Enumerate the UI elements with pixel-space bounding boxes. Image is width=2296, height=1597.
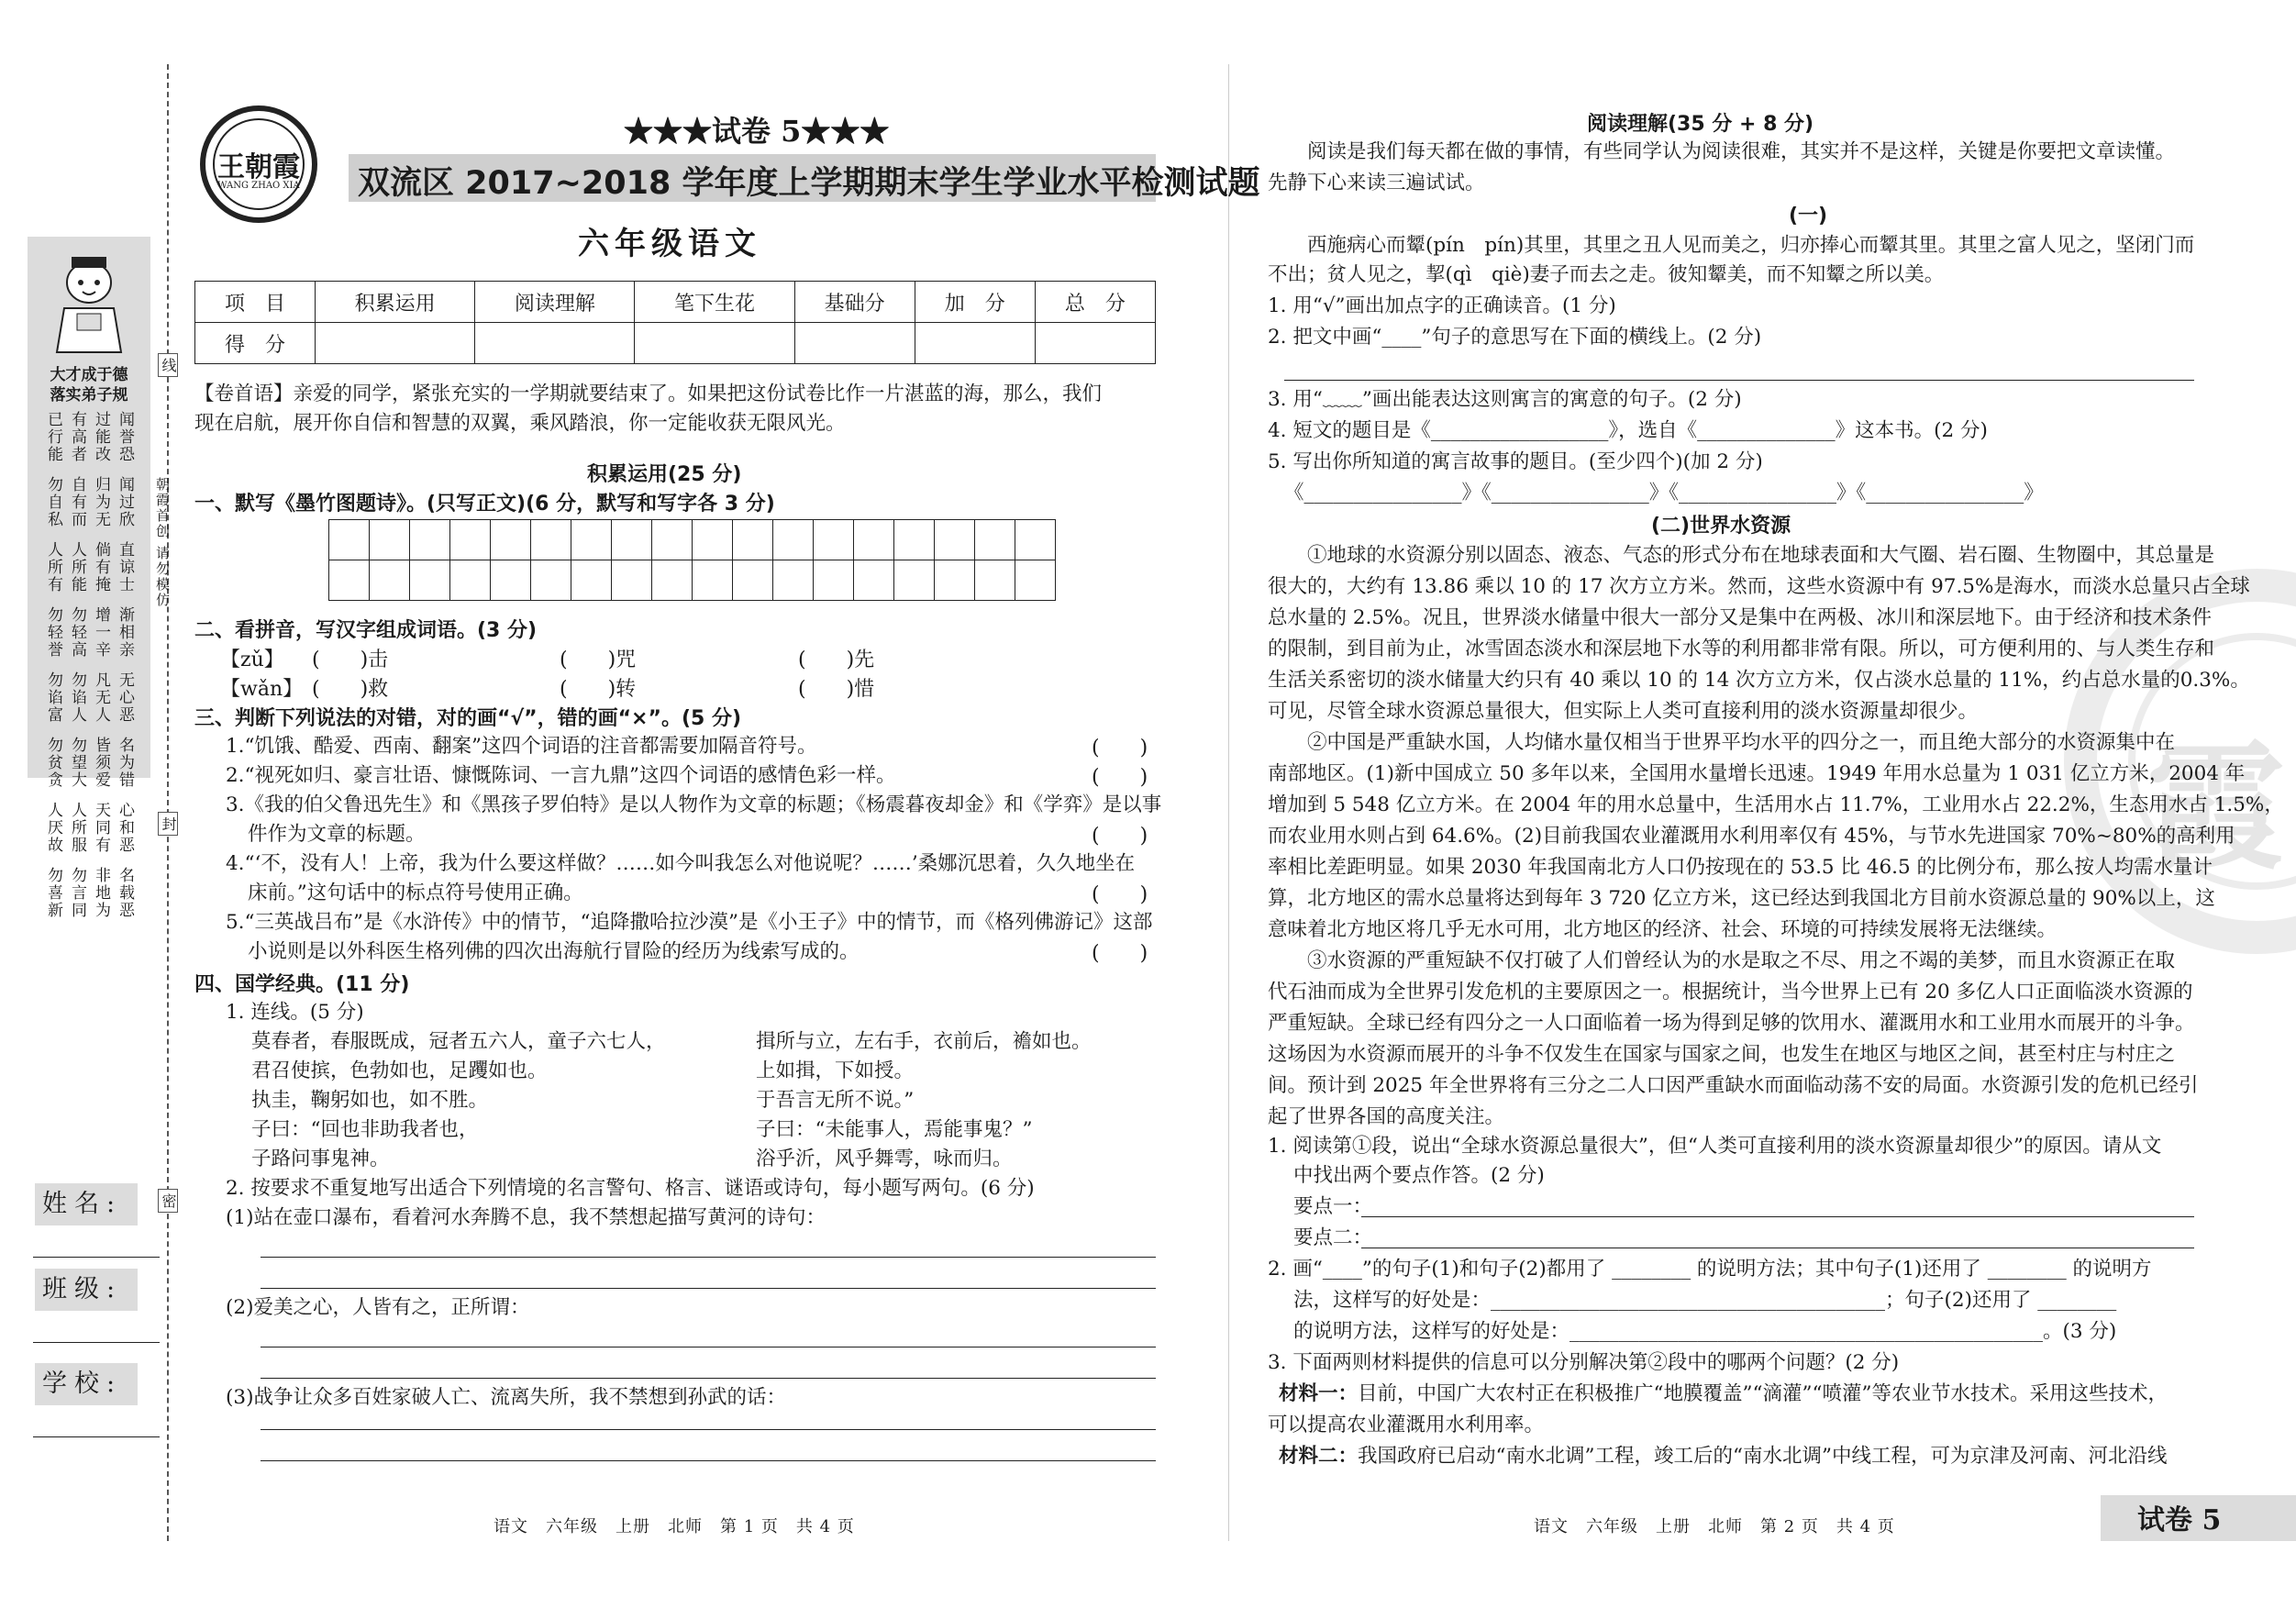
score-header-cell: 阅读理解 xyxy=(475,282,635,323)
grid-cell[interactable] xyxy=(894,560,935,601)
verse-column: 渐相亲 xyxy=(116,606,134,659)
passage-1-title: (一) xyxy=(1789,205,1828,227)
judge-answer-box[interactable]: ( ) xyxy=(1092,737,1148,760)
match-right-item[interactable]: 揖所与立，左右手，衣前后，襜如也。 xyxy=(756,1030,1092,1053)
answer-line[interactable] xyxy=(261,1288,1156,1289)
material-label: 材料一： xyxy=(1279,1382,1359,1405)
page-divider xyxy=(1228,64,1229,1541)
grid-cell[interactable] xyxy=(975,520,1015,560)
paper-number: ★★★试卷 5★★★ xyxy=(624,114,890,149)
grid-cell[interactable] xyxy=(733,560,773,601)
passage-2-line: 起了世界各国的高度关注。 xyxy=(1268,1105,1505,1128)
passage-2-line: ①地球的水资源分别以固态、液态、气态的形式分布在地球表面和大气圈、岩石圈、生物圈中，其总量是 xyxy=(1268,544,2215,567)
grid-cell[interactable] xyxy=(531,560,571,601)
passage-2-line: 严重短缺。全球已经有四分之一人口面临着一场为得到足够的饮用水、灌溉用水和工业用水而展开的斗争。 xyxy=(1268,1012,2195,1035)
verse-column: 名载恶 xyxy=(116,867,134,919)
score-table xyxy=(194,281,1156,364)
passage-1-question: 4. 短文的题目是《__________________》，选自《______________》这本书。(2 分) xyxy=(1268,419,1988,442)
grid-cell[interactable] xyxy=(612,520,652,560)
judge-item: 床前。”这句话中的标点符号使用正确。 xyxy=(248,882,583,904)
grid-cell[interactable] xyxy=(773,520,814,560)
logo-text: 王朝霞 xyxy=(217,151,300,183)
page-footer-left: 语文 六年级 上册 北师 第 1 页 共 4 页 xyxy=(494,1517,855,1536)
verse-column: 非地为 xyxy=(92,867,110,919)
name-label: 姓名: xyxy=(35,1183,138,1225)
judge-item: 件作为文章的标题。 xyxy=(248,823,426,846)
verse-column: 倘有掩 xyxy=(92,541,110,593)
judge-item: 1.“饥饿、酷爱、西南、翻案”这四个词语的注音都需要加隔音符号。 xyxy=(226,735,817,758)
watermark-glyph: 霞 xyxy=(2146,727,2285,889)
logo-subtext: WANG ZHAO XIA xyxy=(217,181,300,191)
score-cell[interactable] xyxy=(316,323,475,364)
material-line xyxy=(1279,1442,2168,1471)
passage-2-line: 这场因为水资源而展开的斗争不仅发生在国家与国家之间，也发生在地区与地区之间，甚至村庄与村庄之 xyxy=(1268,1043,2176,1066)
passage-2-line: 算，北方地区的需水总量将达到每年 3 720 亿立方米，这已经达到我国北方目前水资源总量的 90%以上，这 xyxy=(1268,887,2215,910)
verse-column: 勿贫贪 xyxy=(44,737,62,789)
grid-cell[interactable] xyxy=(773,560,814,601)
verse-group xyxy=(35,802,143,854)
verse-column: 闻誉恐 xyxy=(116,411,134,463)
verse-group xyxy=(35,411,143,463)
grid-cell[interactable] xyxy=(329,560,370,601)
grid-cell[interactable] xyxy=(693,560,733,601)
reading-intro: 阅读是我们每天都在做的事情，有些同学认为阅读很难，其实并不是这样，关键是你要把文章读懂。 xyxy=(1268,140,2176,163)
verse-group xyxy=(35,606,143,659)
score-header-cell: 项 目 xyxy=(195,282,316,323)
score-table-row xyxy=(195,323,1156,364)
verse-column: 人所有 xyxy=(44,541,62,593)
verse-group xyxy=(35,671,143,724)
score-header-cell: 基础分 xyxy=(794,282,915,323)
verse-column: 有高者 xyxy=(68,411,86,463)
match-left-item[interactable]: 执圭，鞠躬如也，如不胜。 xyxy=(251,1089,489,1112)
verse-group xyxy=(35,867,143,919)
cut-word: 线 xyxy=(158,353,178,377)
passage-2-line: ③水资源的严重短缺不仅打破了人们曾经认为的水是取之不尽、用之不竭的美梦，而且水资源正在取 xyxy=(1268,949,2176,972)
grid-cell[interactable] xyxy=(935,520,975,560)
passage-2-line: 总水量的 2.5%。况且，世界淡水储量中很大一部分又是集中在两极、冰川和深层地下。由于经济和技术条件 xyxy=(1268,606,2212,629)
grid-cell[interactable] xyxy=(733,520,773,560)
passage-2-line: 间。预计到 2025 年全世界将有三分之二人口因严重缺水而面临动荡不安的局面。水资源引发的危机已经引 xyxy=(1268,1074,2199,1097)
match-right-item[interactable]: 于吾言无所不说。” xyxy=(756,1089,915,1112)
pinyin-label: 【zǔ】 xyxy=(220,649,284,671)
grid-cell[interactable] xyxy=(894,520,935,560)
grid-cell[interactable] xyxy=(450,560,491,601)
verse-column: 勿轻誉 xyxy=(44,606,62,659)
cut-word: 密 xyxy=(158,1189,178,1213)
score-cell[interactable] xyxy=(1035,323,1155,364)
cut-line xyxy=(167,64,169,1541)
match-right-item[interactable]: 上如揖，下如授。 xyxy=(756,1059,915,1082)
passage-2-question: 法，这样写的好处是：________________________________________；句子(2)还用了 ________ xyxy=(1293,1289,2117,1312)
corner-label: 试卷 5 xyxy=(2137,1504,2222,1536)
passage-2-question: 的说明方法，这样写的好处是：________________________________________________。(3 分) xyxy=(1293,1320,2117,1343)
passage-2-line: 意味着北方地区将几乎无水可用，北方地区的经济、社会、环境的可持续发展将无法继续。 xyxy=(1268,918,2058,941)
verse-column: 人所服 xyxy=(68,802,86,854)
grid-cell[interactable] xyxy=(410,560,450,601)
score-header-cell: 笔下生花 xyxy=(635,282,794,323)
material-line xyxy=(1279,1380,2168,1409)
brand-logo xyxy=(200,105,317,223)
passage-1-question: 5. 写出你所知道的寓言故事的题目。(至少四个)(加 2 分) xyxy=(1268,450,1763,473)
pinyin-blank[interactable]: ( )惜 xyxy=(798,678,875,701)
verse-group xyxy=(35,476,143,528)
judge-answer-box[interactable]: ( ) xyxy=(1092,825,1148,848)
subquestion: (2)爱美之心，人皆有之，正所谓： xyxy=(226,1296,530,1319)
grid-cell[interactable] xyxy=(652,560,693,601)
pinyin-label: 【wǎn】 xyxy=(220,678,304,701)
verse-column: 增一辛 xyxy=(92,606,110,659)
grid-cell[interactable] xyxy=(814,560,854,601)
grid-cell[interactable] xyxy=(854,560,894,601)
judge-item: 小说则是以外科医生格列佛的四次出海航行冒险的经历为线索写成的。 xyxy=(248,940,860,963)
cut-word: 封 xyxy=(158,812,178,836)
question-4-2: 2. 按要求不重复地写出适合下列情境的名言警句、格言、谜语或诗句，每小题写两句。(6 分) xyxy=(226,1177,1035,1200)
verse-column: 心和恶 xyxy=(116,802,134,854)
grid-cell[interactable] xyxy=(975,560,1015,601)
passage-1-question: 1. 用“√”画出加点字的正确读音。(1 分) xyxy=(1268,294,1616,317)
match-left-item[interactable]: 君召使摈，色勃如也，足躩如也。 xyxy=(251,1059,548,1082)
grid-cell[interactable] xyxy=(370,560,410,601)
verse-column: 皆须爱 xyxy=(92,737,110,789)
verse-column: 凡无人 xyxy=(92,671,110,724)
judge-answer-box[interactable]: ( ) xyxy=(1092,766,1148,789)
verse-column: 归为无 xyxy=(92,476,110,528)
grid-cell[interactable] xyxy=(612,560,652,601)
verse-group xyxy=(35,737,143,789)
verse-column: 闻过欣 xyxy=(116,476,134,528)
material-line xyxy=(1268,1411,1544,1440)
verse-column: 勿谄人 xyxy=(68,671,86,724)
question-2: 二、看拼音，写汉字组成词语。(3 分) xyxy=(194,619,538,642)
sidebar-verses xyxy=(35,411,143,932)
key-point-label: 要点二： xyxy=(1293,1226,1373,1249)
grid-cell[interactable] xyxy=(329,520,370,560)
material-text: 我国政府已启动“南水北调”工程，竣工后的“南水北调”中线工程，可为京津及河南、河北沿线 xyxy=(1358,1445,2168,1468)
grid-cell[interactable] xyxy=(854,520,894,560)
grid-cell[interactable] xyxy=(370,520,410,560)
class-label: 班级: xyxy=(35,1269,138,1311)
intro-line: 【卷首语】亲爱的同学，紧张充实的一学期就要结束了。如果把这份试卷比作一片湛蓝的海，那么，我们 xyxy=(194,383,1103,405)
question-1: 一、默写《墨竹图题诗》。(只写正文)(6 分，默写和写字各 3 分) xyxy=(194,493,775,516)
grid-cell[interactable] xyxy=(491,560,531,601)
score-header-cell: 总 分 xyxy=(1035,282,1155,323)
pinyin-blank[interactable]: ( )咒 xyxy=(560,649,637,671)
question-3: 三、判断下列说法的对错，对的画“√”，错的画“×”。(5 分) xyxy=(194,707,742,730)
school-label: 学校: xyxy=(35,1363,138,1405)
reading-intro: 先静下心来读三遍试试。 xyxy=(1268,172,1485,194)
verse-column: 过能改 xyxy=(92,411,110,463)
verse-column: 人所能 xyxy=(68,541,86,593)
score-cell[interactable] xyxy=(475,323,635,364)
motto-line: 大才成于德 xyxy=(50,366,128,384)
match-left-item[interactable]: 子路问事鬼神。 xyxy=(251,1148,390,1170)
subquestion: (1)站在壶口瀑布，看着河水奔腾不息，我不禁想起描写黄河的诗句： xyxy=(226,1206,826,1229)
verse-column: 无心恶 xyxy=(116,671,134,724)
answer-line[interactable] xyxy=(261,1257,1156,1258)
verse-column: 勿喜新 xyxy=(44,867,62,919)
judge-item: 3.《我的伯父鲁迅先生》和《黑孩子罗伯特》是以人物作为文章的标题；《杨震暮夜却金》和《学弈》是以事 xyxy=(226,793,1162,816)
pinyin-blank[interactable]: ( )救 xyxy=(312,678,389,701)
passage-2-line: 可见，尽管全球水资源总量很大，但实际上人类可直接利用的淡水资源量却很少。 xyxy=(1268,700,1979,723)
passage-2-line: 南部地区。(1)新中国成立 50 多年以来，全国用水量增长迅速。1949 年用水总量为 1 031 亿立方米，2004 年 xyxy=(1268,762,2246,785)
answer-line[interactable] xyxy=(261,1429,1156,1430)
answer-line[interactable] xyxy=(261,1460,1156,1461)
page-footer-right: 语文 六年级 上册 北师 第 2 页 共 4 页 xyxy=(1534,1517,1895,1536)
match-right-item[interactable]: 子曰：“未能事人，焉能事鬼？” xyxy=(756,1118,1033,1141)
judge-answer-box[interactable]: ( ) xyxy=(1092,942,1148,965)
pinyin-blank[interactable]: ( )转 xyxy=(560,678,637,701)
match-right-item[interactable]: 浴乎沂，风乎舞雩，咏而归。 xyxy=(756,1148,1013,1170)
class-line[interactable] xyxy=(33,1342,160,1343)
verse-column: 勿言同 xyxy=(68,867,86,919)
section-title: 积累运用(25 分) xyxy=(587,463,742,486)
judge-item: 5.“三英战吕布”是《水浒传》中的情节，“追降撒哈拉沙漠”是《小王子》中的情节，而《格列佛游记》这部 xyxy=(226,911,1153,934)
passage-2-question: 3. 下面两则材料提供的信息可以分别解决第②段中的哪两个问题？(2 分) xyxy=(1268,1351,1900,1374)
score-cell[interactable] xyxy=(794,323,915,364)
question-4: 四、国学经典。(11 分) xyxy=(194,973,410,996)
passage-2-line: 的限制，到目前为止，冰雪固态淡水和深层地下水等的利用都非常有限。所以，可方便利用的、与人类生存和 xyxy=(1268,638,2215,660)
score-header-cell: 加 分 xyxy=(915,282,1035,323)
verse-column: 直谅士 xyxy=(116,541,134,593)
judge-answer-box[interactable]: ( ) xyxy=(1092,883,1148,906)
grid-cell[interactable] xyxy=(491,520,531,560)
passage-1-line: 西施病心而颦(pín pín)其里，其里之丑人见而美之，归亦捧心而颦其里。其里之富人见之，坚闭门而 xyxy=(1268,234,2195,257)
sidebar-motto xyxy=(33,365,145,405)
passage-1-line: 不出；贫人见之，挈(qì qiè)妻子而去之走。彼知颦美，而不知颦之所以美。 xyxy=(1268,263,1945,286)
key-point-label: 要点一： xyxy=(1293,1195,1373,1218)
verse-column: 天同有 xyxy=(92,802,110,854)
judge-item: 4.“‘不，没有人！上帝，我为什么要这样做？……如今叫我怎么对他说呢？……’桑娜沉思着，久久地坐在 xyxy=(226,852,1136,875)
grid-cell[interactable] xyxy=(1015,560,1056,601)
verse-column: 勿谄富 xyxy=(44,671,62,724)
passage-2-line: 而农业用水则占到 64.6%。(2)目前我国农业灌溉用水利用率仅有 45%，与节水先进国家 70%~80%的高利用 xyxy=(1268,825,2235,848)
score-cell[interactable] xyxy=(915,323,1035,364)
grid-cell[interactable] xyxy=(571,560,612,601)
copyright-notice: 朝霞首创 请勿模仿 xyxy=(154,477,171,608)
answer-line[interactable] xyxy=(261,1378,1156,1379)
passage-2-question: 2. 画“____”的句子(1)和句子(2)都用了 ________ 的说明方法；其中句子(1)还用了 ________ 的说明方 xyxy=(1268,1258,2152,1281)
judge-item: 2.“视死如归、豪言壮语、慷慨陈词、一言九鼎”这四个词语的感情色彩一样。 xyxy=(226,764,896,787)
verse-column: 名为错 xyxy=(116,737,134,789)
score-cell[interactable] xyxy=(635,323,794,364)
grid-cell[interactable] xyxy=(571,520,612,560)
passage-2-question: 中找出两个要点作答。(2 分) xyxy=(1293,1164,1545,1187)
verse-column: 已行能 xyxy=(44,411,62,463)
passage-1-question: 3. 用“﹏﹏”画出能表达这则寓言的寓意的句子。(2 分) xyxy=(1268,388,1742,411)
pinyin-blank[interactable]: ( )击 xyxy=(312,649,389,671)
exam-title: 双流区 2017~2018 学年度上学期期末学生学业水平检测试题 xyxy=(358,165,1260,202)
passage-2-line: 很大的，大约有 13.86 乘以 10 的 17 次方立方米。然而，这些水资源中有 97.5%是海水，而淡水总量只占全球 xyxy=(1268,575,2250,598)
grid-cell[interactable] xyxy=(531,520,571,560)
score-header-cell: 积累运用 xyxy=(316,282,475,323)
match-left-item[interactable]: 子曰：“回也非助我者也， xyxy=(251,1118,479,1141)
passage-2-line: 代石油而成为全世界引发危机的主要原因之一。根据统计，当今世界上已有 20 多亿人口正面临淡水资源的 xyxy=(1268,981,2193,1004)
passage-2-line: 生活关系密切的淡水储量大约只有 40 乘以 10 的 14 次方立方米，仅占淡水总量的 11%，约占总水量的0.3%。 xyxy=(1268,669,2250,692)
grid-cell[interactable] xyxy=(693,520,733,560)
verse-group xyxy=(35,541,143,593)
name-line[interactable] xyxy=(33,1257,160,1258)
passage-2-title: (二)世界水资源 xyxy=(1651,515,1791,538)
verse-column: 人厌故 xyxy=(44,802,62,854)
score-table-header xyxy=(195,282,1156,323)
passage-2-line: 增加到 5 548 亿立方米。在 2004 年的用水总量中，生活用水占 11.7%，工业用水占 22.2%，生态用水占 1.5%， xyxy=(1268,793,2284,816)
grid-cell[interactable] xyxy=(410,520,450,560)
passage-2-line: ②中国是严重缺水国，人均储水量仅相当于世界平均水平的四分之一，而且绝大部分的水资源集中在 xyxy=(1268,731,2176,754)
score-row-label: 得 分 xyxy=(195,323,316,364)
answer-line[interactable] xyxy=(1361,1216,2194,1217)
verse-column: 勿望大 xyxy=(68,737,86,789)
verse-column: 勿轻高 xyxy=(68,606,86,659)
reading-title: 阅读理解(35 分 + 8 分) xyxy=(1587,113,1814,136)
grid-cell[interactable] xyxy=(935,560,975,601)
subquestion: (3)战争让众多百姓家破人亡、流离失所，我不禁想到孙武的话： xyxy=(226,1386,786,1409)
answer-line[interactable] xyxy=(1284,380,2194,381)
mascot-icon xyxy=(46,250,132,360)
grid-cell[interactable] xyxy=(1015,520,1056,560)
sidebar-panel xyxy=(28,237,150,919)
grid-cell[interactable] xyxy=(450,520,491,560)
material-text: 可以提高农业灌溉用水利用率。 xyxy=(1268,1414,1545,1436)
verse-column: 勿自私 xyxy=(44,476,62,528)
pinyin-blank[interactable]: ( )先 xyxy=(798,649,875,671)
fable-answer-blanks[interactable]: 《________________》《________________》《________________》《________________》 xyxy=(1284,482,2044,505)
material-label: 材料二： xyxy=(1279,1445,1359,1468)
grid-cell[interactable] xyxy=(814,520,854,560)
question-4-1: 1. 连线。(5 分) xyxy=(226,1001,364,1024)
exam-subject: 六年级语文 xyxy=(578,226,761,262)
school-line[interactable] xyxy=(33,1436,160,1437)
grid-cell[interactable] xyxy=(652,520,693,560)
passage-2-question: 1. 阅读第①段，说出“全球水资源总量很大”，但“人类可直接利用的淡水资源量却很少”的原因。请从文 xyxy=(1268,1135,2162,1158)
verse-column: 自有而 xyxy=(68,476,86,528)
material-text: 目前，中国广大农村正在积极推广“地膜覆盖”“滴灌”“喷灌”等农业节水技术。采用这些技术， xyxy=(1358,1382,2168,1405)
passage-1-question: 2. 把文中画“____”句子的意思写在下面的横线上。(2 分) xyxy=(1268,326,1762,349)
passage-2-line: 率相比差距明显。如果 2030 年我国南北方人口仍按现在的 53.5 比 46.5 的比例分布，那么按人均需水量计 xyxy=(1268,856,2213,879)
intro-line: 现在启航，展开你自信和智慧的双翼，乘风踏浪，你一定能收获无限风光。 xyxy=(194,412,846,435)
motto-line: 落实弟子规 xyxy=(50,386,128,405)
writing-grid[interactable] xyxy=(328,519,1056,601)
match-left-item[interactable]: 莫春者，春服既成，冠者五六人，童子六七人， xyxy=(251,1030,666,1053)
